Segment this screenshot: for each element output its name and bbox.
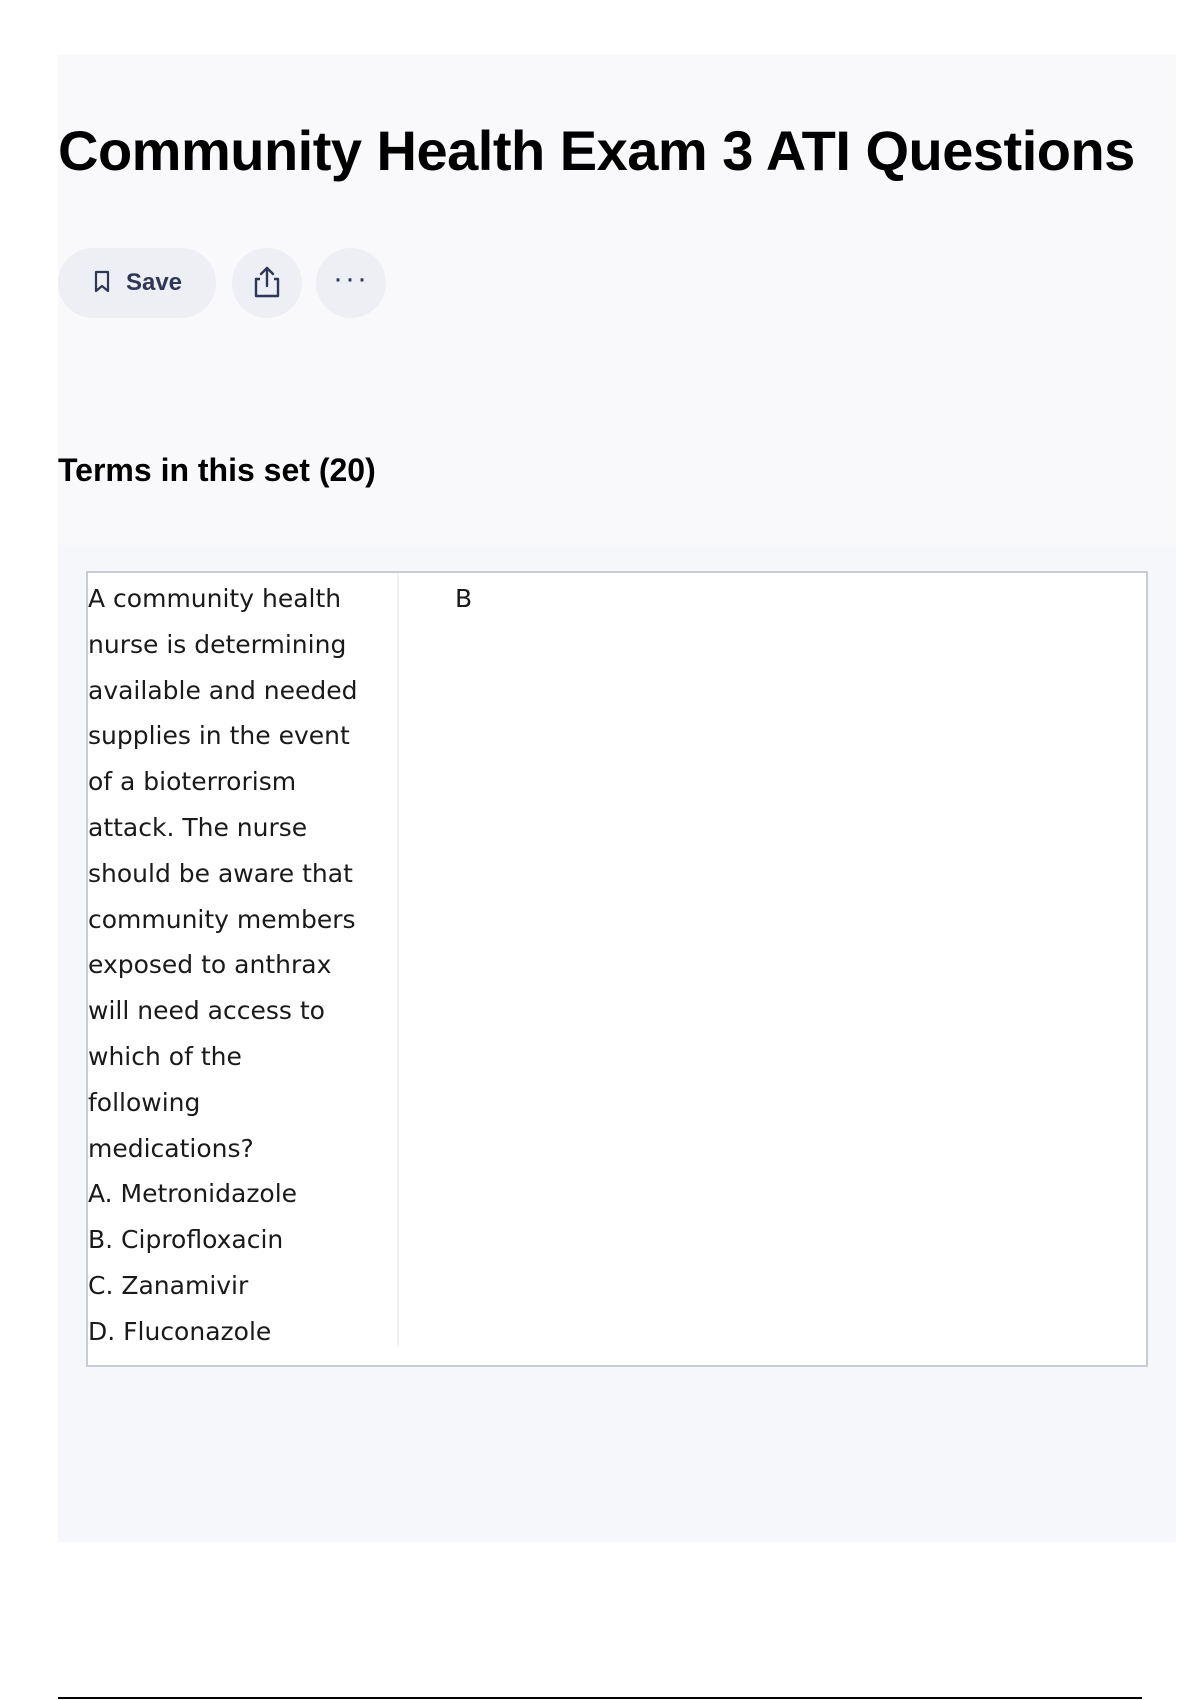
share-button[interactable] (232, 248, 302, 318)
term-line: A community health (88, 584, 342, 613)
term-line: supplies in the event (88, 721, 350, 751)
term-line: will need access to (88, 996, 325, 1026)
save-label: Save (125, 269, 183, 296)
term-line: available and needed (88, 675, 358, 705)
more-icon: ··· (333, 262, 369, 295)
column-divider (397, 573, 399, 1347)
save-button[interactable] (58, 248, 216, 318)
term-option: C. Zanamivir (88, 1270, 249, 1300)
term-line: community members (88, 904, 356, 934)
term-option: A. Metronidazole (88, 1179, 298, 1209)
term-line: should be aware that (88, 858, 353, 888)
more-options-button[interactable] (316, 248, 386, 318)
term-line: nurse is determining (88, 629, 347, 659)
terms-heading: Terms in this set (20) (58, 452, 376, 488)
term-definition: B (455, 584, 473, 613)
term-line: of a bioterrorism (88, 767, 297, 797)
term-line: exposed to anthrax (88, 950, 332, 980)
share-icon (251, 265, 283, 302)
term-line: medications? (88, 1133, 254, 1163)
term-question (88, 576, 388, 1355)
page-title: Community Health Exam 3 ATI Questions (58, 119, 1135, 182)
bookmark-icon (92, 270, 112, 297)
bottom-divider (58, 1697, 1142, 1699)
term-line: attack. The nurse (88, 812, 308, 842)
term-line: which of the (88, 1041, 242, 1071)
term-line: following (88, 1087, 201, 1117)
term-option: D. Fluconazole (88, 1316, 272, 1346)
term-option: B. Ciprofloxacin (88, 1225, 284, 1255)
